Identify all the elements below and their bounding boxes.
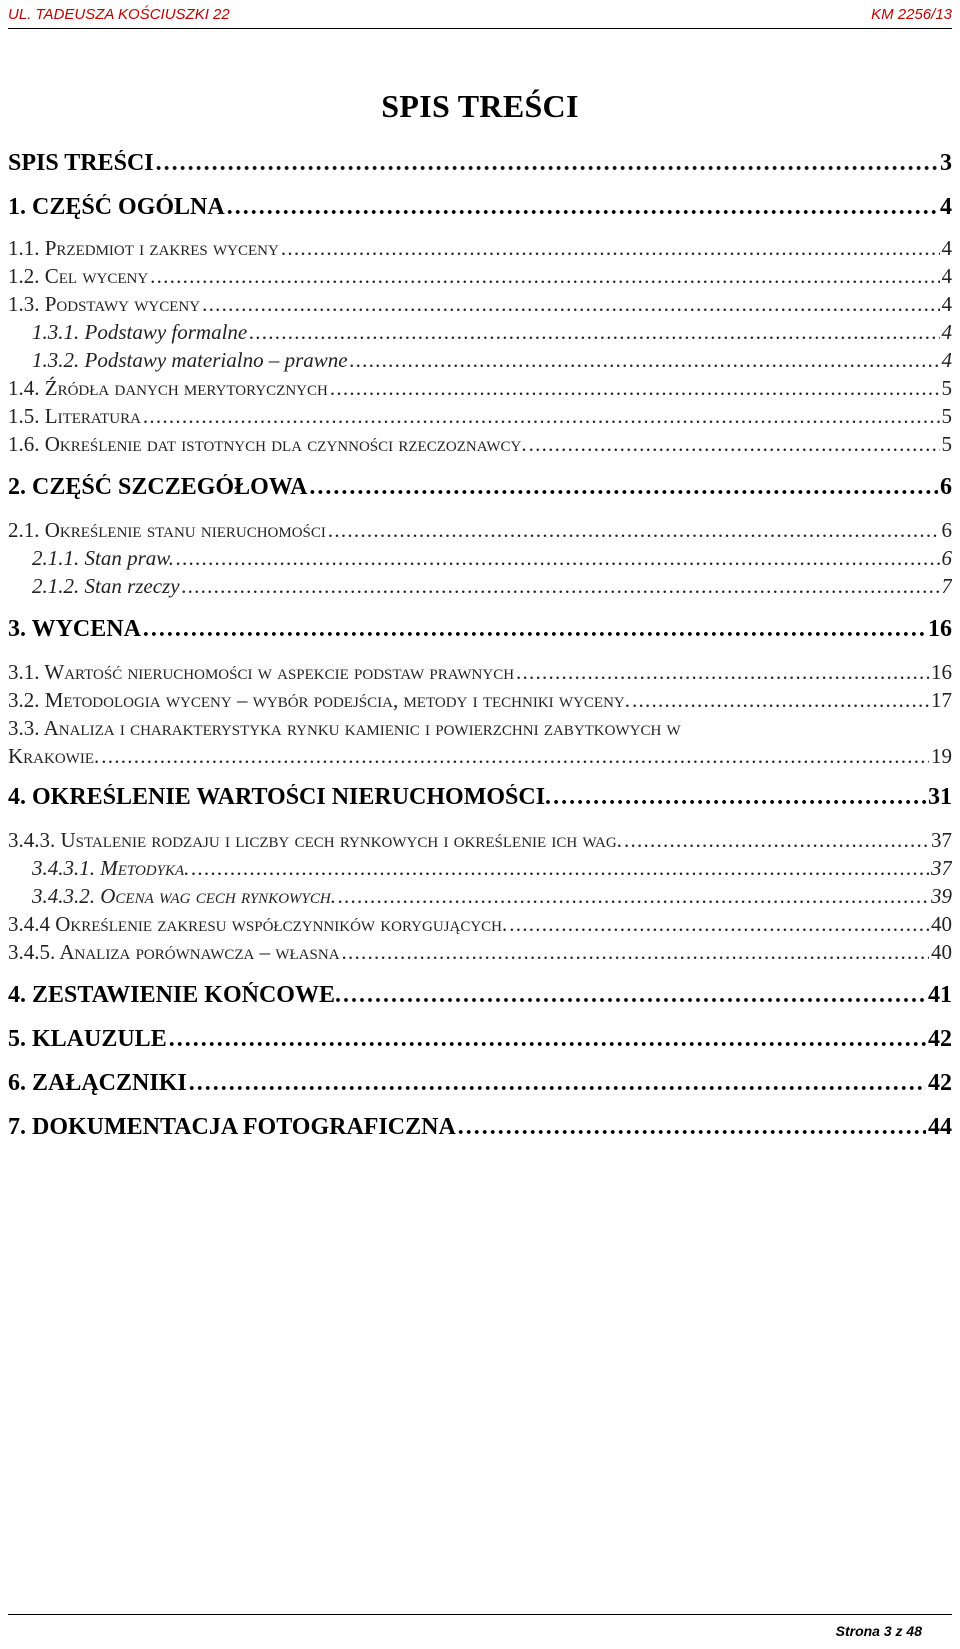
toc-entry-label: 1.5. Literatura (8, 404, 141, 428)
toc-entry-page: 3 (940, 150, 952, 176)
toc-entry[interactable] (8, 194, 952, 221)
toc-entry-page: 4 (941, 292, 952, 316)
toc-entry-page: 19 (931, 744, 952, 768)
toc-entry-page: 42 (928, 1070, 952, 1096)
toc-entry-page: 37 (931, 856, 952, 880)
toc-entry-label: 1.3.2. Podstawy materialno – prawne (32, 348, 348, 372)
toc-entry[interactable] (32, 574, 952, 599)
toc-entry-page: 4 (941, 264, 952, 288)
toc-entry-page: 7 (941, 574, 952, 598)
toc-entry-label: 1.2. Cel wyceny (8, 264, 149, 288)
toc-entry[interactable] (8, 474, 952, 501)
toc-entry-label: 3.2. Metodologia wyceny – wybór podejścia, metody i techniki wyceny. (8, 688, 630, 712)
toc-entry-label: SPIS TREŚCI (8, 150, 154, 176)
toc-entry[interactable] (8, 1114, 952, 1141)
toc-entry[interactable] (8, 264, 952, 289)
toc-entry-label: 3.4.4 Określenie zakresu współczynników korygujących. (8, 912, 508, 936)
document-title: SPIS TREŚCI (381, 88, 579, 124)
toc-entry-label: 2.1.2. Stan rzeczy (32, 574, 180, 598)
toc-entry-label: 7. DOKUMENTACJA FOTOGRAFICZNA (8, 1114, 456, 1140)
header-address: UL. TADEUSZA KOŚCIUSZKI 22 (8, 6, 230, 23)
toc-entry[interactable] (8, 688, 952, 713)
toc-entry-label: 1. CZĘŚĆ OGÓLNA (8, 194, 225, 220)
toc-entry-label: Krakowie. (8, 744, 100, 768)
toc-entry-page: 5 (941, 376, 952, 400)
toc-entry[interactable] (32, 320, 952, 345)
toc-entry[interactable] (8, 1070, 952, 1097)
toc-entry[interactable] (8, 744, 952, 769)
toc-entry[interactable] (8, 150, 952, 177)
toc-entry-label: 3.1. Wartość nieruchomości w aspekcie podstaw prawnych (8, 660, 515, 684)
toc-entry[interactable] (8, 1026, 952, 1053)
toc-entry-page: 4 (941, 236, 952, 260)
toc-entry-label: 6. ZAŁĄCZNIKI (8, 1070, 187, 1096)
toc-entry-label: 3.4.3.1. Metodyka. (32, 856, 190, 880)
toc-entry-label: 4. OKREŚLENIE WARTOŚCI NIERUCHOMOŚCI. (8, 784, 552, 810)
toc-entry-label: 3.4.3. Ustalenie rodzaju i liczby cech rynkowych i określenie ich wag. (8, 828, 622, 852)
toc-entry-label: 3.4.3.2. Ocena wag cech rynkowych. (32, 884, 336, 908)
toc-entry[interactable] (8, 376, 952, 401)
toc-entry-page: 5 (941, 432, 952, 456)
toc-entry[interactable] (8, 404, 952, 429)
toc-entry-page: 5 (941, 404, 952, 428)
toc-entry[interactable] (32, 348, 952, 373)
toc-entry-page: 40 (931, 912, 952, 936)
toc-entry-page: 42 (928, 1026, 952, 1052)
header-case-number: KM 2256/13 (871, 6, 952, 23)
toc-entry-label: 1.6. Określenie dat istotnych dla czynności rzeczoznawcy. (8, 432, 527, 456)
page-footer (8, 1614, 952, 1645)
toc-entry-label: 1.3. Podstawy wyceny (8, 292, 201, 316)
toc-entry-page: 16 (931, 660, 952, 684)
toc-entry-page: 16 (928, 616, 952, 642)
toc-entry-page: 41 (928, 982, 952, 1008)
toc-entry[interactable] (8, 292, 952, 317)
toc-entry[interactable] (32, 546, 952, 571)
toc-entry-label-wrapped[interactable]: 3.3. Analiza i charakterystyka rynku kamienic i powierzchni zabytkowych w (8, 716, 681, 740)
toc-entry-page: 6 (940, 474, 952, 500)
toc-entry-label: 1.4. Źródła danych merytorycznych (8, 376, 328, 400)
toc-entry[interactable] (8, 518, 952, 543)
toc-entry[interactable] (8, 432, 952, 457)
toc-entry-page: 44 (928, 1114, 952, 1140)
toc-entry[interactable] (8, 828, 952, 853)
toc-entry-label: 2.1. Określenie stanu nieruchomości (8, 518, 326, 542)
toc-entry-page: 37 (931, 828, 952, 852)
footer-page-number: Strona 3 z 48 (835, 1623, 922, 1639)
toc-entry-label: 1.1. Przedmiot i zakres wyceny (8, 236, 279, 260)
toc-entry-page: 4 (941, 320, 952, 344)
toc-entry-label: 3. WYCENA (8, 616, 141, 642)
toc-entry-page: 40 (931, 940, 952, 964)
toc-entry-label: 4. ZESTAWIENIE KOŃCOWE. (8, 982, 341, 1008)
toc-entry[interactable] (8, 940, 952, 965)
toc-entry[interactable] (8, 616, 952, 643)
toc-entry[interactable] (8, 784, 952, 811)
toc-entry-page: 4 (940, 194, 952, 220)
toc-entry-label: 1.3.1. Podstawy formalne (32, 320, 248, 344)
toc-entry-page: 17 (931, 688, 952, 712)
toc-entry-label: 2.1.1. Stan praw. (32, 546, 174, 570)
toc-entry-page: 31 (928, 784, 952, 810)
toc-entry-page: 6 (941, 546, 952, 570)
toc-entry-label: 3.4.5. Analiza porównawcza – własna (8, 940, 340, 964)
toc-entry[interactable] (8, 236, 952, 261)
toc-entry[interactable] (8, 912, 952, 937)
toc-entry[interactable] (32, 884, 952, 909)
toc-entry-page: 39 (931, 884, 952, 908)
toc-entry[interactable] (32, 856, 952, 881)
toc-entry-label: 5. KLAUZULE (8, 1026, 167, 1052)
toc-entry-page: 4 (941, 348, 952, 372)
toc-entry[interactable] (8, 982, 952, 1009)
toc-entry[interactable] (8, 660, 952, 685)
page-header (8, 2, 952, 29)
toc-entry-page: 6 (941, 518, 952, 542)
toc-entry-label: 2. CZĘŚĆ SZCZEGÓŁOWA (8, 474, 308, 500)
